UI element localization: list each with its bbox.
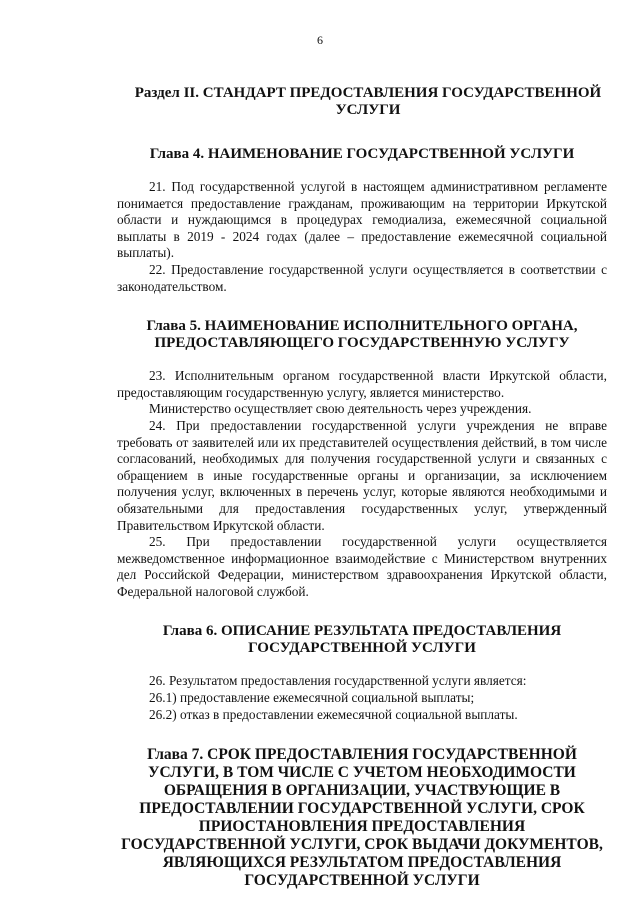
paragraph-26-2: 26.2) отказ в предоставлении ежемесячной социальной выплаты. bbox=[149, 706, 518, 722]
paragraph-21: 21. Под государственной услугой в настоящем административном регламенте понимается предоставление гражданам, проживающим на территории Иркутской области и нуждающимся в процедурах гемодиализа, ежемесячной социальной выплаты в 2019 - 2024 годах (далее – предоставление ежемесячной социальной выплаты). bbox=[117, 179, 607, 261]
chapter-4-title: Глава 4. НАИМЕНОВАНИЕ ГОСУДАРСТВЕННОЙ УСЛУГИ bbox=[149, 146, 575, 162]
section-title: Раздел II. СТАНДАРТ ПРЕДОСТАВЛЕНИЯ ГОСУДАРСТВЕННОЙ УСЛУГИ bbox=[134, 85, 602, 118]
paragraph-25: 25. При предоставлении государственной услуги осуществляется межведомственное информационное взаимодействие с Министерством внутренних дел Российской Федерации, министерством здравоохранения Иркутской области, Федеральной налоговой службой. bbox=[117, 534, 607, 599]
paragraph-22: 22. Предоставление государственной услуги осуществляется в соответствии с законодательством. bbox=[117, 261, 607, 294]
page-number: 6 bbox=[317, 33, 323, 47]
paragraph-23: 23. Исполнительным органом государственной власти Иркутской области, предоставляющим государственную услугу, является министерство. bbox=[117, 368, 607, 400]
paragraph-ministry-note: Министерство осуществляет свою деятельность через учреждения. bbox=[149, 401, 532, 417]
paragraph-26: 26. Результатом предоставления государственной услуги является: bbox=[149, 673, 527, 689]
paragraph-24: 24. При предоставлении государственной услуги учреждения не вправе требовать от заявителей или их представителей осуществления действий, в том числе согласований, необходимых для получения государственной услуги и связанных с обращением в иные государственные органы и организации, за исключением получения услуг, включенных в перечень услуг, которые являются необходимыми и обязательными для предоставления государственных услуг, утвержденный Правительством Иркутской области. bbox=[117, 417, 607, 533]
chapter-7-title: Глава 7. СРОК ПРЕДОСТАВЛЕНИЯ ГОСУДАРСТВЕННОЙ УСЛУГИ, В ТОМ ЧИСЛЕ С УЧЕТОМ НЕОБХОДИМОСТИ ОБРАЩЕНИЯ В ОРГАНИЗАЦИИ, УЧАСТВУЮЩИЕ В ПРЕДОСТАВЛЕНИИ ГОСУДАРСТВЕННОЙ УСЛУГИ, СРОК ПРИОСТАНОВЛЕНИЯ ПРЕДОСТАВЛЕНИЯ ГОСУДАРСТВЕННОЙ УСЛУГИ, СРОК ВЫДАЧИ ДОКУМЕНТОВ, ЯВЛЯЮЩИХСЯ РЕЗУЛЬТАТОМ ПРЕДОСТАВЛЕНИЯ ГОСУДАРСТВЕННОЙ УСЛУГИ bbox=[121, 746, 603, 890]
paragraph-26-1: 26.1) предоставление ежемесячной социальной выплаты; bbox=[149, 690, 475, 706]
document-body bbox=[117, 85, 607, 890]
chapter-6-title: Глава 6. ОПИСАНИЕ РЕЗУЛЬТАТА ПРЕДОСТАВЛЕНИЯ ГОСУДАРСТВЕННОЙ УСЛУГИ bbox=[162, 623, 562, 657]
chapter-5-title: Глава 5. НАИМЕНОВАНИЕ ИСПОЛНИТЕЛЬНОГО ОРГАНА, ПРЕДОСТАВЛЯЮЩЕГО ГОСУДАРСТВЕННУЮ УСЛУГУ bbox=[146, 318, 578, 352]
